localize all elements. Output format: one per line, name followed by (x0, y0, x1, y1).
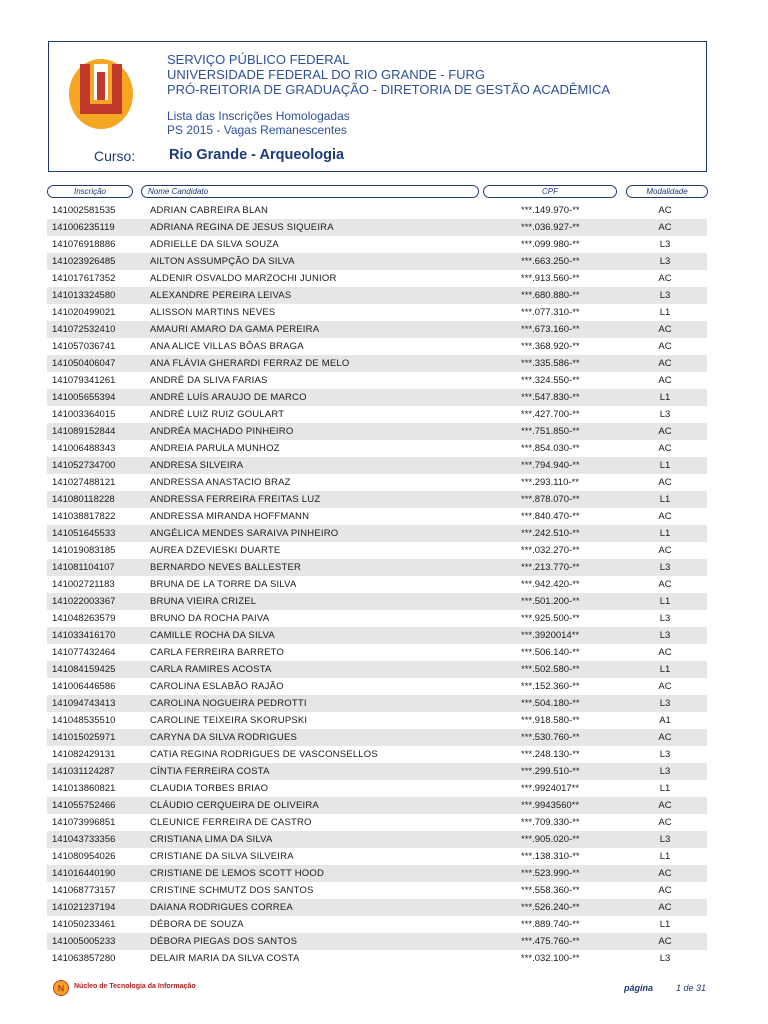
cell-nome: CAROLINE TEIXEIRA SKORUPSKI (150, 715, 308, 726)
cell-inscricao: 141020499021 (52, 307, 116, 318)
cell-nome: ADRIELLE DA SILVA SOUZA (150, 239, 279, 250)
cell-cpf: ***.530.760-** (521, 732, 580, 743)
header-line: UNIVERSIDADE FEDERAL DO RIO GRANDE - FURG (167, 67, 486, 82)
cell-cpf: ***.248.130-** (521, 749, 580, 760)
cell-inscricao: 141055752466 (52, 800, 116, 811)
cell-modalidade: A1 (659, 715, 671, 726)
cell-inscricao: 141002721183 (52, 579, 115, 590)
cell-cpf: ***.504.180-** (521, 698, 580, 709)
column-header-nome: Nome Candidato (141, 185, 479, 198)
table-row (47, 321, 707, 338)
cell-inscricao: 141094743413 (52, 698, 116, 709)
curso-value: Rio Grande - Arqueologia (169, 147, 345, 163)
cell-nome: CARYNA DA SILVA RODRIGUES (150, 732, 298, 743)
cell-modalidade: L1 (659, 664, 671, 675)
cell-modalidade: AC (658, 681, 672, 692)
cell-nome: ANDRÉ LUIZ RUIZ GOULART (150, 409, 285, 420)
cell-inscricao: 141082429131 (52, 749, 116, 760)
cell-nome: ANGÉLICA MENDES SARAIVA PINHEIRO (150, 528, 339, 539)
furg-logo-icon (68, 54, 134, 130)
cell-inscricao: 141002581535 (52, 205, 116, 216)
table-row (47, 525, 707, 542)
cell-nome: ALDENIR OSVALDO MARZOCHI JUNIOR (150, 273, 337, 284)
document-header (48, 41, 707, 172)
cell-cpf: ***.152.360-** (521, 681, 580, 692)
cell-modalidade: AC (658, 375, 672, 386)
cell-nome: AMAURI AMARO DA GAMA PEREIRA (150, 324, 320, 335)
cell-nome: ANDRÉ LUÍS ARAUJO DE MARCO (150, 392, 307, 403)
cell-cpf: ***.905.020-** (521, 834, 580, 845)
cell-cpf: ***.427.700-** (521, 409, 580, 420)
cell-nome: DÉBORA PIEGAS DOS SANTOS (150, 936, 298, 947)
cell-inscricao: 141079341261 (52, 375, 116, 386)
cell-modalidade: L3 (659, 290, 671, 301)
cell-cpf: ***.709.330-** (521, 817, 580, 828)
cell-inscricao: 141077432464 (52, 647, 116, 658)
page-footer (0, 980, 768, 1000)
cell-cpf: ***.523.990-** (521, 868, 580, 879)
cell-nome: ALEXANDRE PEREIRA LEIVAS (150, 290, 292, 301)
cell-cpf: ***.077.310-** (521, 307, 580, 318)
table-row (47, 797, 707, 814)
table-row (47, 440, 707, 457)
cell-cpf: ***.501.200-** (521, 596, 580, 607)
table-row (47, 270, 707, 287)
cell-inscricao: 141005655394 (52, 392, 116, 403)
cell-inscricao: 141016440190 (52, 868, 116, 879)
cell-cpf: ***.942.420-** (521, 579, 580, 590)
cell-nome: CAROLINA ESLABÃO RAJÃO (150, 681, 284, 692)
cell-nome: ANA ALICE VILLAS BÔAS BRAGA (150, 341, 304, 352)
cell-modalidade: AC (658, 936, 672, 947)
table-row (47, 729, 707, 746)
cell-nome: CÍNTIA FERREIRA COSTA (150, 766, 270, 777)
cell-modalidade: AC (658, 885, 672, 896)
table-row (47, 474, 707, 491)
curso-label: Curso: (94, 148, 136, 164)
cell-inscricao: 141003364015 (52, 409, 116, 420)
cell-nome: ANDRESSA FERREIRA FREITAS LUZ (150, 494, 321, 505)
cell-cpf: ***.558.360-** (521, 885, 580, 896)
table-row (47, 355, 707, 372)
cell-inscricao: 141038817822 (52, 511, 116, 522)
cell-cpf: ***.9924017** (521, 783, 580, 794)
cell-nome: BERNARDO NEVES BALLESTER (150, 562, 302, 573)
table-row (47, 899, 707, 916)
list-title: Lista das Inscrições Homologadas (167, 109, 350, 123)
cell-modalidade: AC (658, 800, 672, 811)
cell-nome: ANDREIA PARULA MUNHOZ (150, 443, 280, 454)
table-row (47, 559, 707, 576)
table-row (47, 882, 707, 899)
cell-cpf: ***.840.470-** (521, 511, 580, 522)
cell-nome: DELAIR MARIA DA SILVA COSTA (150, 953, 300, 964)
cell-modalidade: L1 (659, 307, 671, 318)
cell-inscricao: 141050406047 (52, 358, 116, 369)
table-row (47, 763, 707, 780)
cell-nome: CARLA RAMIRES ACOSTA (150, 664, 272, 675)
cell-modalidade: L3 (659, 749, 671, 760)
cell-cpf: ***.036.927-** (521, 222, 580, 233)
table-row (47, 865, 707, 882)
list-description (167, 109, 350, 137)
cell-cpf: ***.368.920-** (521, 341, 580, 352)
column-header-inscricao: Inscrição (47, 185, 133, 198)
cell-cpf: ***.751.850-** (521, 426, 580, 437)
footer-institution: Núcleo de Tecnologia da Informação (74, 983, 196, 990)
cell-inscricao: 141048535510 (52, 715, 116, 726)
table-row (47, 253, 707, 270)
cell-inscricao: 141021237194 (52, 902, 116, 913)
table-row (47, 780, 707, 797)
cell-inscricao: 141033416170 (52, 630, 116, 641)
cell-cpf: ***.526.240-** (521, 902, 580, 913)
cell-cpf: ***.889.740-** (521, 919, 580, 930)
cell-cpf: ***.673.160-** (521, 324, 580, 335)
cell-cpf: ***.242.510-** (521, 528, 580, 539)
cell-inscricao: 141050233461 (52, 919, 116, 930)
cell-cpf: ***.680.880-** (521, 290, 580, 301)
table-row (47, 848, 707, 865)
cell-modalidade: AC (658, 579, 672, 590)
cell-nome: CATIA REGINA RODRIGUES DE VASCONSELLOS (150, 749, 378, 760)
table-row (47, 423, 707, 440)
cell-modalidade: L3 (659, 834, 671, 845)
cell-inscricao: 141013860821 (52, 783, 116, 794)
cell-modalidade: L1 (659, 596, 671, 607)
cell-cpf: ***.9943560** (521, 800, 580, 811)
cell-inscricao: 141006488343 (52, 443, 116, 454)
table-row (47, 219, 707, 236)
cell-inscricao: 141052734700 (52, 460, 116, 471)
cell-inscricao: 141022003367 (52, 596, 116, 607)
table-row (47, 712, 707, 729)
cell-nome: BRUNA DE LA TORRE DA SILVA (150, 579, 297, 590)
cell-inscricao: 141057036741 (52, 341, 116, 352)
column-header-cpf: CPF (483, 185, 617, 198)
cell-modalidade: AC (658, 647, 672, 658)
table-row (47, 304, 707, 321)
cell-nome: DÉBORA DE SOUZA (150, 919, 244, 930)
cell-modalidade: AC (658, 545, 672, 556)
table-row (47, 678, 707, 695)
cell-modalidade: AC (658, 426, 672, 437)
cell-cpf: ***.138.310-** (521, 851, 580, 862)
cell-nome: AILTON ASSUMPÇÃO DA SILVA (150, 256, 295, 267)
cell-nome: CAROLINA NOGUEIRA PEDROTTI (150, 698, 307, 709)
cell-inscricao: 141089152844 (52, 426, 116, 437)
cell-inscricao: 141013324580 (52, 290, 116, 301)
cell-inscricao: 141019083185 (52, 545, 116, 556)
cell-inscricao: 141017617352 (52, 273, 116, 284)
cell-cpf: ***.547.830-** (521, 392, 580, 403)
table-row (47, 593, 707, 610)
cell-modalidade: AC (658, 341, 672, 352)
cell-cpf: ***.854.030-** (521, 443, 580, 454)
cell-modalidade: AC (658, 324, 672, 335)
table-row (47, 576, 707, 593)
cell-inscricao: 141068773157 (52, 885, 116, 896)
header-line: SERVIÇO PÚBLICO FEDERAL (167, 52, 350, 67)
cell-inscricao: 141080118228 (52, 494, 115, 505)
cell-nome: CRISTIANE DA SILVA SILVEIRA (150, 851, 294, 862)
cell-modalidade: AC (658, 222, 672, 233)
cell-inscricao: 141081104107 (52, 562, 115, 573)
cell-nome: CRISTIANA LIMA DA SILVA (150, 834, 273, 845)
table-row (47, 950, 707, 967)
list-subtitle: PS 2015 - Vagas Remanescentes (167, 123, 347, 137)
table-row (47, 406, 707, 423)
cell-nome: ADRIANA REGINA DE JESUS SIQUEIRA (150, 222, 334, 233)
cell-inscricao: 141048263579 (52, 613, 116, 624)
cell-cpf: ***.149.970-** (521, 205, 580, 216)
cell-nome: ANA FLÁVIA GHERARDI FERRAZ DE MELO (150, 358, 350, 369)
cell-nome: AUREA DZEVIESKI DUARTE (150, 545, 281, 556)
cell-nome: ANDRESSA ANASTACIO BRAZ (150, 477, 291, 488)
cell-modalidade: AC (658, 902, 672, 913)
table-row (47, 202, 707, 219)
cell-cpf: ***.502.580-** (521, 664, 580, 675)
cell-nome: ALISSON MARTINS NEVES (150, 307, 276, 318)
table-row (47, 661, 707, 678)
cell-modalidade: L1 (659, 783, 671, 794)
table-row (47, 542, 707, 559)
cell-inscricao: 141072532410 (52, 324, 116, 335)
table-row (47, 508, 707, 525)
page-number: 1 de 31 (676, 983, 707, 993)
cell-cpf: ***.663.250-** (521, 256, 580, 267)
cell-modalidade: AC (658, 443, 672, 454)
column-headers (0, 185, 768, 199)
cell-modalidade: AC (658, 817, 672, 828)
cell-inscricao: 141015025971 (52, 732, 116, 743)
institution-lines (167, 52, 610, 97)
table-row (47, 372, 707, 389)
cell-modalidade: AC (658, 511, 672, 522)
table-row (47, 933, 707, 950)
cell-modalidade: L1 (659, 919, 671, 930)
cell-modalidade: L1 (659, 494, 671, 505)
cell-cpf: ***.913.560-** (521, 273, 580, 284)
cell-nome: CARLA FERREIRA BARRETO (150, 647, 285, 658)
cell-modalidade: AC (658, 205, 672, 216)
cell-inscricao: 141023926485 (52, 256, 116, 267)
cell-cpf: ***.099.980-** (521, 239, 580, 250)
table-row (47, 644, 707, 661)
cell-inscricao: 141006446586 (52, 681, 116, 692)
cell-modalidade: L1 (659, 392, 671, 403)
cell-cpf: ***.475.760-** (521, 936, 580, 947)
cell-modalidade: L3 (659, 630, 671, 641)
cell-nome: CLÁUDIO CERQUEIRA DE OLIVEIRA (150, 800, 319, 811)
cell-cpf: ***.3920014** (521, 630, 580, 641)
cell-inscricao: 141005005233 (52, 936, 116, 947)
cell-inscricao: 141006235119 (52, 222, 115, 233)
cell-nome: ADRIAN CABREIRA BLAN (150, 205, 269, 216)
cell-inscricao: 141027488121 (52, 477, 116, 488)
cell-nome: BRUNA VIEIRA CRIZEL (150, 596, 257, 607)
cell-cpf: ***.794.940-** (521, 460, 580, 471)
cell-inscricao: 141063857280 (52, 953, 116, 964)
table-row (47, 457, 707, 474)
cell-inscricao: 141076918886 (52, 239, 116, 250)
cell-modalidade: L3 (659, 613, 671, 624)
cell-modalidade: AC (658, 477, 672, 488)
column-header-modalidade: Modalidade (626, 185, 708, 198)
cell-inscricao: 141051645533 (52, 528, 116, 539)
cell-modalidade: AC (658, 358, 672, 369)
cell-cpf: ***.032.100-** (521, 953, 580, 964)
table-row (47, 746, 707, 763)
cell-inscricao: 141084159425 (52, 664, 116, 675)
table-row (47, 491, 707, 508)
cell-modalidade: L3 (659, 239, 671, 250)
cell-modalidade: AC (658, 732, 672, 743)
svg-text:N: N (57, 983, 65, 994)
nti-logo-icon (53, 980, 69, 996)
cell-nome: CRISTIANE DE LEMOS SCOTT HOOD (150, 868, 325, 879)
table-row (47, 338, 707, 355)
cell-modalidade: L1 (659, 528, 671, 539)
table-row (47, 627, 707, 644)
cell-cpf: ***.213.770-** (521, 562, 580, 573)
cell-cpf: ***.918.580-** (521, 715, 580, 726)
cell-nome: BRUNO DA ROCHA PAIVA (150, 613, 270, 624)
cell-cpf: ***.335.586-** (521, 358, 580, 369)
cell-modalidade: L3 (659, 409, 671, 420)
table-row (47, 814, 707, 831)
table-row (47, 831, 707, 848)
cell-modalidade: L3 (659, 562, 671, 573)
cell-modalidade: L1 (659, 851, 671, 862)
table-row (47, 389, 707, 406)
cell-modalidade: L3 (659, 698, 671, 709)
cell-modalidade: AC (658, 868, 672, 879)
cell-cpf: ***.299.510-** (521, 766, 580, 777)
cell-nome: ANDRÉA MACHADO PINHEIRO (150, 426, 294, 437)
cell-nome: ANDRESSA MIRANDA HOFFMANN (150, 511, 310, 522)
table-row (47, 287, 707, 304)
cell-modalidade: AC (658, 273, 672, 284)
cell-modalidade: L3 (659, 953, 671, 964)
table-row (47, 695, 707, 712)
footer-pagina-label: página (624, 983, 654, 993)
cell-cpf: ***.925.500-** (521, 613, 580, 624)
cell-nome: ANDRÉ DA SLIVA FARIAS (150, 375, 268, 386)
candidates-table (47, 202, 707, 967)
cell-modalidade: L3 (659, 766, 671, 777)
header-line: PRÓ-REITORIA DE GRADUAÇÃO - DIRETORIA DE GESTÃO ACADÊMICA (167, 82, 611, 97)
cell-cpf: ***.293.110-** (521, 477, 579, 488)
cell-cpf: ***.506.140-** (521, 647, 580, 658)
cell-nome: CLAUDIA TORBES BRIAO (150, 783, 269, 794)
cell-modalidade: L3 (659, 256, 671, 267)
cell-nome: CAMILLE ROCHA DA SILVA (150, 630, 275, 641)
cell-nome: ANDRESA SILVEIRA (150, 460, 244, 471)
cell-nome: CLEUNICE FERREIRA DE CASTRO (150, 817, 312, 828)
cell-modalidade: L1 (659, 460, 671, 471)
cell-inscricao: 141031124287 (52, 766, 115, 777)
cell-cpf: ***.878.070-** (521, 494, 580, 505)
cell-inscricao: 141073996851 (52, 817, 116, 828)
cell-nome: CRISTINE SCHMUTZ DOS SANTOS (150, 885, 314, 896)
table-row (47, 610, 707, 627)
cell-inscricao: 141080954026 (52, 851, 116, 862)
table-row (47, 236, 707, 253)
cell-nome: DAIANA RODRIGUES CORREA (150, 902, 293, 913)
cell-cpf: ***.324.550-** (521, 375, 580, 386)
cell-cpf: ***.032.270-** (521, 545, 580, 556)
table-row (47, 916, 707, 933)
cell-inscricao: 141043733356 (52, 834, 116, 845)
